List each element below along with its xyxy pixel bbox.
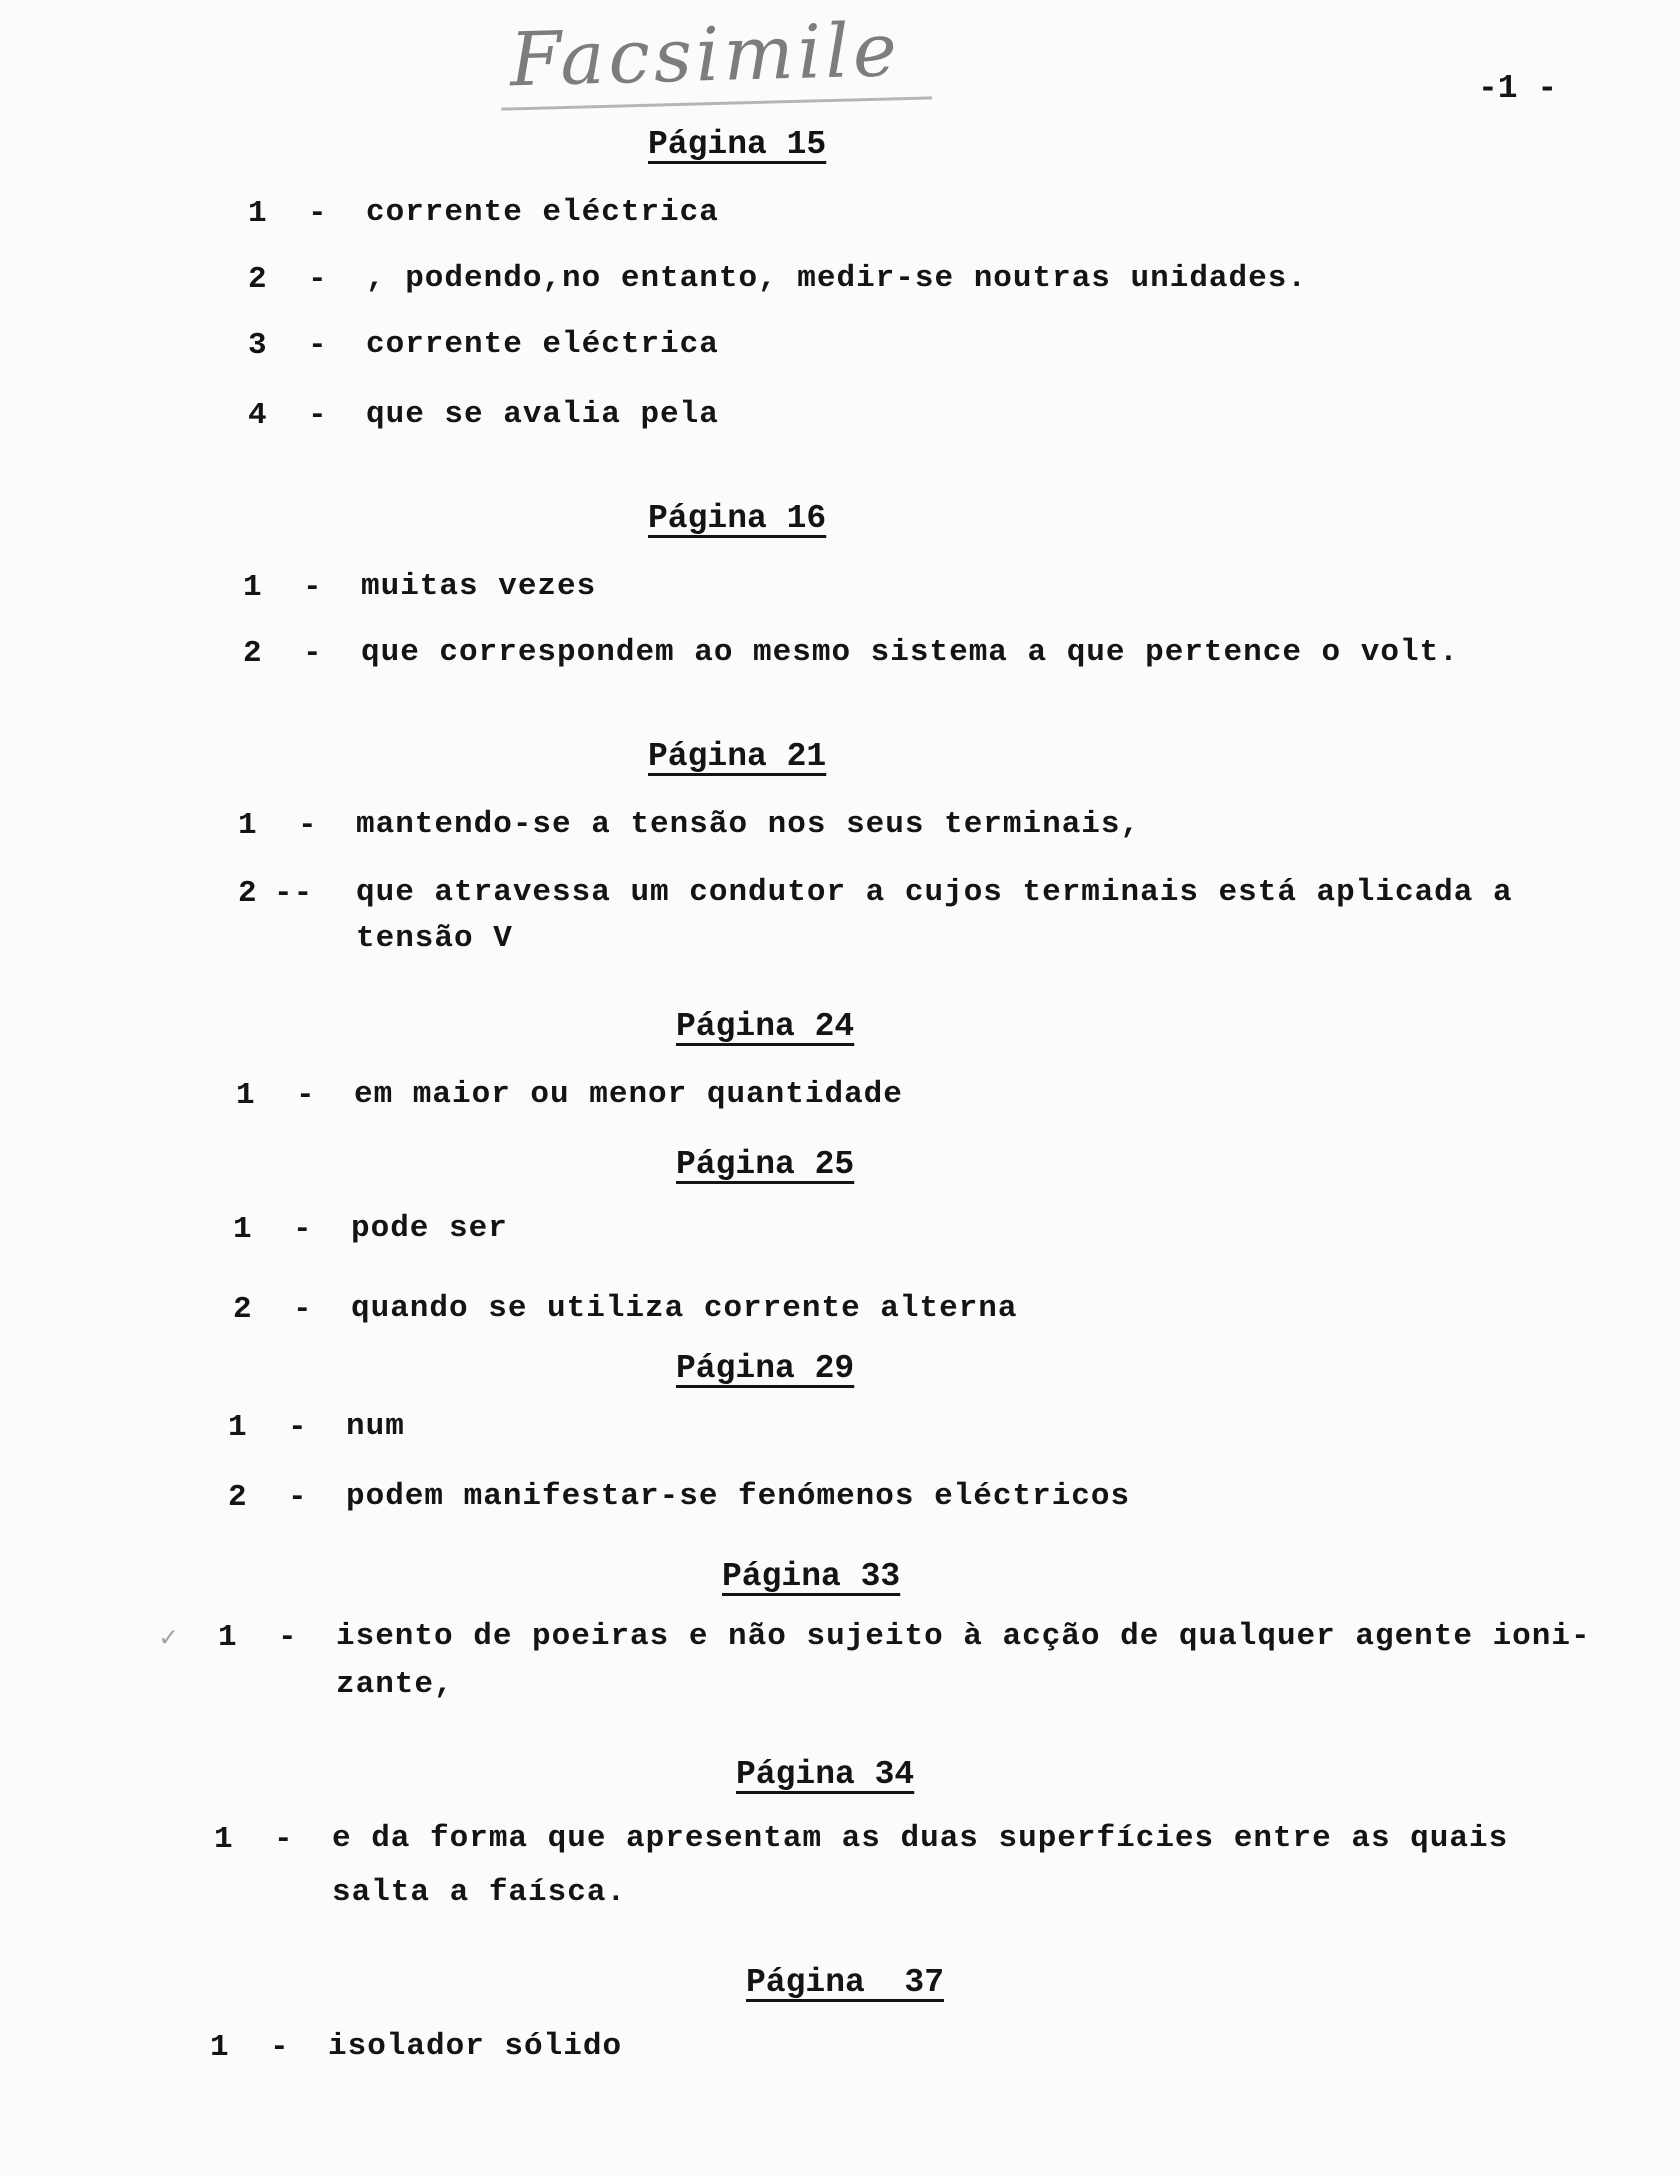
section-heading: Página 34 — [736, 1756, 915, 1793]
item-number: 1 — [236, 1078, 256, 1113]
item-number: 1 — [214, 1822, 234, 1857]
section-heading: Página 16 — [648, 500, 827, 537]
check-mark-icon: ✓ — [160, 1624, 177, 1655]
item-text: muitas vezes — [361, 569, 597, 604]
item-text: mantendo-se a tensão nos seus terminais, — [356, 807, 1141, 842]
handwritten-title: Facsimile — [499, 6, 932, 110]
item-number: 2 — [228, 1480, 248, 1515]
item-dash: - — [296, 1078, 316, 1113]
item-dash: - — [303, 570, 323, 605]
item-dash: - — [278, 1620, 298, 1655]
item-text: em maior ou menor quantidade — [354, 1077, 903, 1112]
item-dash: - — [298, 808, 318, 843]
section-heading: Página 15 — [648, 126, 827, 163]
item-text-continuation: zante, — [336, 1667, 454, 1702]
item-number: 2 — [248, 262, 268, 297]
item-text: podem manifestar-se fenómenos eléctricos — [346, 1479, 1131, 1514]
section-heading: Página 24 — [676, 1008, 855, 1045]
item-text-continuation: salta a faísca. — [332, 1875, 627, 1910]
item-text-continuation: tensão V — [356, 921, 513, 956]
item-dash: - — [293, 1292, 313, 1327]
item-number: 4 — [248, 398, 268, 433]
item-dash: -- — [274, 876, 314, 911]
item-number: 1 — [218, 1620, 238, 1655]
item-dash: - — [303, 636, 323, 671]
item-number: 1 — [238, 808, 258, 843]
section-heading: Página 33 — [722, 1558, 901, 1595]
item-text: quando se utiliza corrente alterna — [351, 1291, 1018, 1326]
item-text: isento de poeiras e não sujeito à acção de qualquer agente ioni- — [336, 1619, 1591, 1654]
item-text: , podendo,no entanto, medir-se noutras unidades. — [366, 261, 1307, 296]
item-text: e da forma que apresentam as duas superfícies entre as quais — [332, 1821, 1509, 1856]
item-number: 1 — [210, 2030, 230, 2065]
item-number: 1 — [228, 1410, 248, 1445]
item-text: num — [346, 1409, 405, 1444]
item-dash: - — [274, 1822, 294, 1857]
item-dash: - — [308, 262, 328, 297]
item-text: isolador sólido — [328, 2029, 623, 2064]
section-heading: Página 25 — [676, 1146, 855, 1183]
section-heading: Página 21 — [648, 738, 827, 775]
item-number: 1 — [233, 1212, 253, 1247]
item-number: 2 — [233, 1292, 253, 1327]
item-dash: - — [308, 398, 328, 433]
item-text: pode ser — [351, 1211, 508, 1246]
page-number: -1 - — [1478, 70, 1558, 107]
item-text: corrente eléctrica — [366, 195, 719, 230]
item-number: 2 — [238, 876, 258, 911]
item-dash: - — [288, 1480, 308, 1515]
section-heading: Página 37 — [746, 1964, 945, 2001]
item-dash: - — [308, 328, 328, 363]
item-dash: - — [270, 2030, 290, 2065]
item-text: que correspondem ao mesmo sistema a que pertence o volt. — [361, 635, 1459, 670]
item-text: corrente eléctrica — [366, 327, 719, 362]
item-dash: - — [293, 1212, 313, 1247]
item-text: que se avalia pela — [366, 397, 719, 432]
item-text: que atravessa um condutor a cujos terminais está aplicada a — [356, 875, 1513, 910]
item-number: 1 — [243, 570, 263, 605]
section-heading: Página 29 — [676, 1350, 855, 1387]
item-number: 3 — [248, 328, 268, 363]
item-dash: - — [288, 1410, 308, 1445]
item-number: 2 — [243, 636, 263, 671]
item-dash: - — [308, 196, 328, 231]
item-number: 1 — [248, 196, 268, 231]
